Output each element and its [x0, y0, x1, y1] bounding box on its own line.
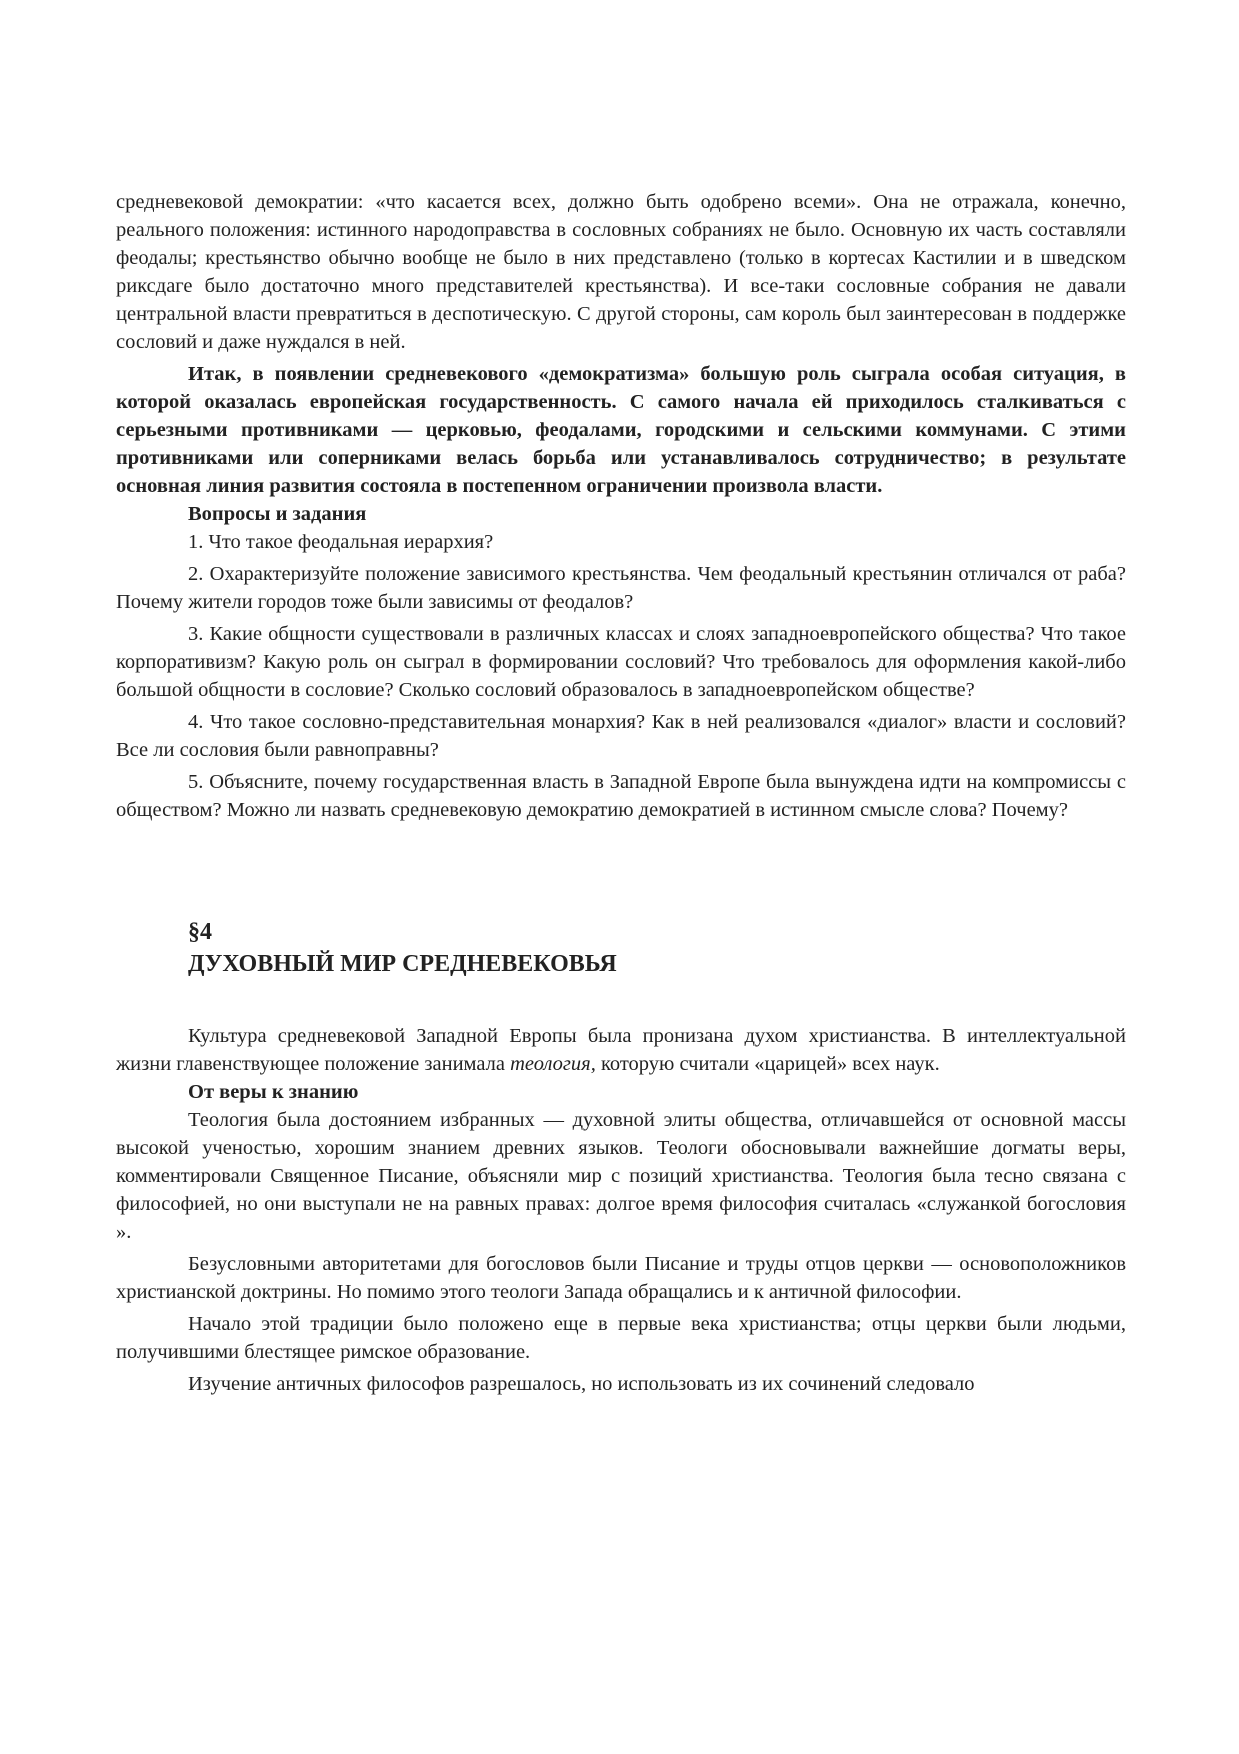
document-page: [116, 188, 1126, 1398]
question-3: 3. Какие общности существовали в различных классах и слоях западноевропейского общества? Что такое корпоративизм? Какую роль он сыграл в формировании сословий? Что требовалось для оформления какой-либо большой общности в сословие? Сколько сословий образовалось в западноевропейском обществе?: [116, 623, 1126, 701]
subheading-faith-to-knowledge: От веры к знанию: [188, 1081, 359, 1103]
question-4: 4. Что такое сословно-представительная монархия? Как в ней реализовался «диалог» власти и сословий? Все ли сословия были равноправны?: [116, 711, 1126, 761]
paragraph-ancient-philosophers: Изучение античных философов разрешалось, но использовать из их сочинений следовало: [188, 1373, 975, 1395]
section-heading: [188, 916, 1126, 980]
question-5: 5. Объясните, почему государственная власть в Западной Европе была вынуждена идти на компромиссы с обществом? Можно ли назвать средневековую демократию демократией в истинном смысле слова? Почему?: [116, 771, 1126, 821]
lead-term-theology: теология,: [510, 1053, 596, 1075]
lead-text-1: Культура средневековой Западной Европы была пронизана духом христианства. В интеллектуальной жизни главенствующее положение занимала: [116, 1025, 1126, 1075]
lead-text-2: которую считали «царицей» всех наук.: [595, 1053, 940, 1075]
questions-heading: Вопросы и задания: [188, 503, 367, 525]
paragraph-authorities: Безусловными авторитетами для богословов были Писание и труды отцов церкви — основоположников христианской доктрины. Но помимо этого теологи Запада обращались и к античной философии.: [116, 1253, 1126, 1303]
paragraph-medieval-democracy: средневековой демократии: «что касается всех, должно быть одобрено всеми». Она не отражала, конечно, реального положения: истинного народоправства в сословных собраниях не было. Основную их часть составляли феодалы; крестьянство обычно вообще не было в них представлено (только в кортесах Кастилии и в шведском риксдаге было достаточно много представителей крестьянства). И все-таки сословные собрания не давали центральной власти превратиться в деспотическую. С другой стороны, сам король был заинтересован в поддержке сословий и даже нуждался в ней.: [116, 191, 1126, 353]
section-number: §4: [188, 919, 212, 945]
question-1: 1. Что такое феодальная иерархия?: [188, 531, 494, 553]
paragraph-tradition: Начало этой традиции было положено еще в первые века христианства; отцы церкви были людьми, получившими блестящее римское образование.: [116, 1313, 1126, 1363]
paragraph-theology: Теология была достоянием избранных — духовной элиты общества, отличавшейся от основной массы высокой ученостью, хорошим знанием древних языков. Теологи обосновывали важнейшие догматы веры, комментировали Священное Писание, объясняли мир с позиций христианства. Теология была тесно связана с философией, но они выступали не на равных правах: долгое время философия считалась «служанкой богословия ».: [116, 1109, 1126, 1243]
question-2: 2. Охарактеризуйте положение зависимого крестьянства. Чем феодальный крестьянин отличался от раба? Почему жители городов тоже были зависимы от феодалов?: [116, 563, 1126, 613]
paragraph-lead: [116, 1022, 1126, 1078]
section-title: ДУХОВНЫЙ МИР СРЕДНЕВЕКОВЬЯ: [188, 951, 617, 977]
paragraph-conclusion: Итак, в появлении средневекового «демократизма» большую роль сыграла особая ситуация, в которой оказалась европейская государственность. С самого начала ей приходилось сталкиваться с серьезными противниками — церковью, феодалами, городскими и сельскими коммунами. С этими противниками или соперниками велась борьба или устанавливалось сотрудничество; в результате основная линия развития состояла в постепенном ограничении произвола власти.: [116, 363, 1126, 497]
